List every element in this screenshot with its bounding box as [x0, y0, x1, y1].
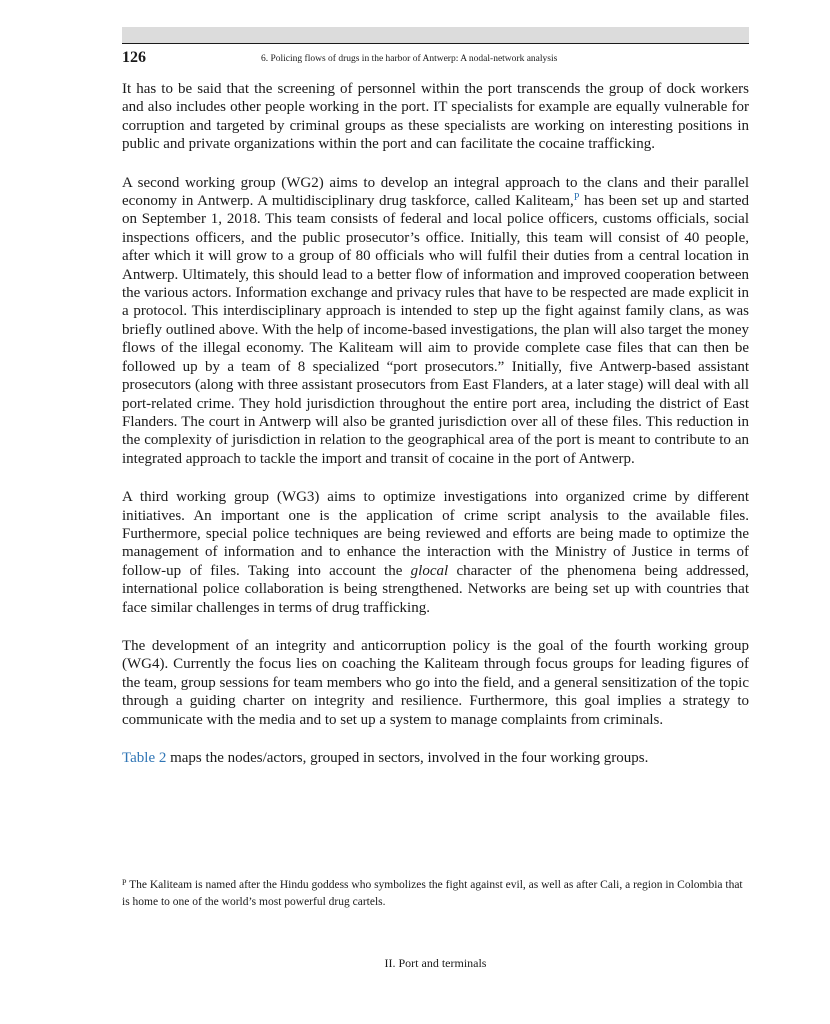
paragraph-wg2-text-end: has been set up and started on September 1, 2018. This team consists of federal and local police officers, customs officials, social inspections officers, and the public prosecutor’s office. Initially, this team will consist of 40 people, after which it will grow to a group of 80 officials who will fulfil their duties from a central location in Antwerp. Ultimately, this should lead to a better flow of information and improved cooperation between the various actors. Information exchange and privacy rules that have to be respected are made explicit in a protocol. This interdisciplinary approach is intended to step up the fight against family clans, as was briefly outlined above. With the help of income-based investigations, the plan will also target the money flows of the illegal economy. The Kaliteam will aim to provide complete case files that can then be followed up by a team of 8 specialized “port prosecutors.” Initially, five Antwerp-based assistant prosecutors (along with three assistant prosecutors from East Flanders, at a later stage) will deal with all port-related crime. They hold jurisdiction throughout the entire port area, including the district of East Flanders. The court in Antwerp will also be granted jurisdiction over all of these files. This reduction in the complexity of jurisdiction in relation to the geographical area of the port is meant to contribute to an integrated approach to tackle the import and transit of cocaine in the port of Antwerp.	[122, 193, 749, 467]
paragraph-wg2	[122, 174, 749, 469]
paragraph-wg2-text-start: A second working group (WG2) aims to develop an integral approach to the clans and their parallel economy in Antwerp. A multidisciplinary drug taskforce, called Kaliteam,	[122, 174, 749, 210]
paragraph-table-ref-text: maps the nodes/actors, grouped in sectors, involved in the four working groups.	[166, 750, 649, 766]
paragraph-wg3-text-start: A third working group (WG3) aims to optimize investigations into organized crime by different initiatives. An important one is the application of crime script analysis to the available files. Furthermore, special police techniques are being reviewed and efforts are being made to optimize the management of information and to enhance the interaction with the Ministry of Justice in terms of follow-up of files. Taking into account the	[122, 489, 749, 579]
body-text	[122, 80, 749, 787]
footnote-text: The Kaliteam is named after the Hindu goddess who symbolizes the fight against evil, as well as after Cali, a region in Colombia that is home to one of the world’s most powerful drug cartels.	[122, 879, 743, 908]
footnote-marker: P	[122, 878, 127, 887]
paragraph-wg3	[122, 488, 749, 617]
running-head: 6. Policing flows of drugs in the harbor of Antwerp: A nodal-network analysis	[261, 54, 558, 64]
footnote-reference-p[interactable]: P	[573, 192, 580, 204]
table-2-link[interactable]: Table 2	[122, 750, 167, 766]
page-footer: II. Port and terminals	[384, 956, 487, 970]
paragraph-wg4: The development of an integrity and anticorruption policy is the goal of the fourth working group (WG4). Currently the focus lies on coaching the Kaliteam through focus groups for leading figures of the team, group sessions for team members who go into the field, and a general sensitization of the topic through a guiding charter on integrity and resilience. Furthermore, this goal implies a strategy to communicate with the media and to set up a system to manage complaints from criminals.	[122, 637, 749, 728]
paragraph-table-ref	[122, 749, 749, 767]
paragraph-wg3-text-end: character of the phenomena being addressed, international police collaboration is being strengthened. Networks are being set up with countries that face similar challenges in terms of drug trafficking.	[122, 562, 749, 616]
page-header	[122, 43, 749, 68]
page-number: 126	[122, 49, 146, 66]
top-gray-band	[122, 27, 749, 43]
glocal-term: glocal	[410, 562, 449, 579]
footnote	[122, 877, 749, 911]
paragraph-screening: It has to be said that the screening of personnel within the port transcends the group of dock workers and also includes other people working in the port. IT specialists for example are equally vulnerable for corruption and targeted by criminal groups as these specialists are working on interesting positions in public and private organizations within the port and can facilitate the cocaine trafficking.	[122, 81, 749, 153]
